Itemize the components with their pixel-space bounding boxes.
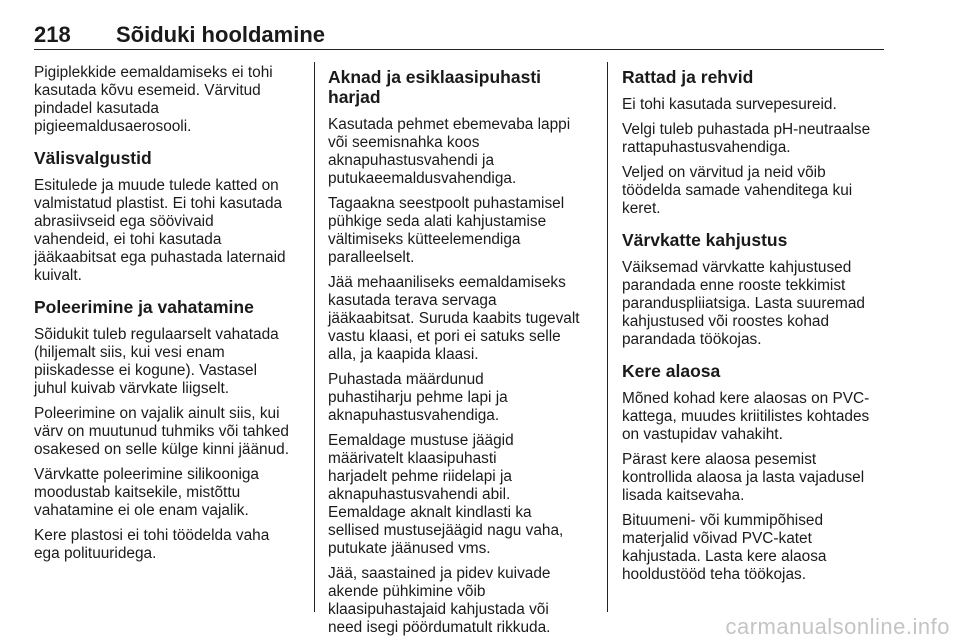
watermark: carmanualsonline.info [725, 614, 950, 639]
text-line: Ei tohi kasutada survepesureid. [622, 96, 837, 113]
paragraph [622, 164, 890, 218]
text-line: putukaeemaldusvahendiga. [328, 170, 517, 187]
text-line: Pärast kere alaosa pesemist [622, 451, 817, 468]
text-line: kasutada kõvu esemeid. Värvitud [34, 82, 261, 99]
text-line: piiskadesse ei kogune). Vastasel [34, 362, 258, 379]
text-line: või seemisnahka koos [328, 134, 480, 151]
page-title: Sõiduki hooldamine [116, 22, 326, 47]
column-divider-2 [607, 62, 608, 612]
text-line: putukate jäänused vms. [328, 540, 491, 557]
text-line: värv on muutunud tuhmiks või tahked [34, 423, 289, 440]
text-line: Esitulede ja muude tulede katted on [34, 177, 279, 194]
paragraph [328, 195, 598, 267]
text-line: töödelda samade vahenditega kui [622, 182, 853, 199]
text-line: Velgi tuleb puhastada pH-neutraalse [622, 121, 871, 138]
text-line: Bituumeni- või kummipõhised [622, 512, 824, 529]
paragraph [328, 371, 598, 425]
text-line: aknapuhastusvahendi ja [328, 152, 495, 169]
text-line: moodustab kaitsekile, mistõttu [34, 484, 241, 501]
text-line: akende pühkimine võib [328, 583, 486, 600]
section-heading: Poleerimine ja vahatamine [34, 297, 254, 317]
text-line: paranduspliiatsiga. Lasta suuremad [622, 295, 865, 312]
paragraph [328, 274, 598, 364]
paragraph [328, 565, 598, 637]
text-line: (hiljemalt siis, kui vesi enam [34, 344, 225, 361]
text-line: klaasipuhastajaid kahjustada või [328, 601, 549, 618]
paragraph [34, 527, 302, 563]
section-heading: Välisvalgustid [34, 148, 152, 168]
text-line: Sõidukit tuleb regulaarselt vahatada [34, 326, 279, 343]
column-middle [328, 64, 598, 644]
text-line: lisada kaitsevaha. [622, 487, 745, 504]
section-heading: Rattad ja rehvid [622, 67, 754, 87]
text-line: vastu klaasi, et pori ei satuks selle [328, 328, 561, 345]
page-number: 218 [34, 22, 71, 47]
text-line: Jää, saastained ja pidev kuivade [328, 565, 551, 582]
text-line: need isegi pöördumatult rikkuda. [328, 619, 551, 636]
text-line: määrivatelt klaasipuhasti [328, 450, 497, 467]
text-line: Mõned kohad kere alaosas on PVC- [622, 390, 870, 407]
text-line: Jää mehaaniliseks eemaldamiseks [328, 274, 566, 291]
paragraph [34, 177, 302, 285]
text-line: jääkaabitsat. Suruda kaabits tugevalt [328, 310, 580, 327]
text-line: Kere plastosi ei tohi töödelda vaha [34, 527, 270, 544]
text-line: vältimiseks kütteelemendiga [328, 231, 521, 248]
text-line: keret. [622, 200, 661, 217]
column-left [34, 64, 302, 570]
paragraph [328, 432, 598, 558]
text-line: Poleerimine on vajalik ainult siis, kui [34, 405, 280, 422]
text-line: kontrollida alaosa ja lasta vajadusel [622, 469, 865, 486]
paragraph [34, 326, 302, 398]
paragraph [622, 512, 890, 584]
paragraph [34, 64, 302, 136]
text-line: jääkaabitsat ega puhastada laternaid [34, 249, 286, 266]
text-line: ega polituuridega. [34, 545, 157, 562]
text-line: materjalid võivad PVC-katet [622, 530, 812, 547]
text-line: kahjustused või roostes kohad [622, 313, 830, 330]
text-line: Puhastada määrdunud [328, 371, 484, 388]
text-line: juhul kuivab värvkate liigselt. [34, 380, 230, 397]
text-line: harjadelt pehme riidelapi ja [328, 468, 512, 485]
section-heading: Värvkatte kahjustus [622, 230, 788, 250]
text-line: Eemaldage mustuse jäägid [328, 432, 514, 449]
section-heading: Aknad ja esiklaasipuhasti harjad [328, 67, 542, 107]
text-line: vahendeid, ei tohi kasutada [34, 231, 222, 248]
header-rule [34, 49, 884, 50]
paragraph [328, 116, 598, 188]
text-line: parandada enne rooste tekkimist [622, 277, 846, 294]
section-heading: Kere alaosa [622, 361, 721, 381]
paragraph [622, 259, 890, 349]
text-line: on vastupidav vahakiht. [622, 426, 783, 443]
column-divider-1 [314, 62, 315, 612]
text-line: Eemaldage aknalt kindlasti ka [328, 504, 532, 521]
text-line: valmistatud plastist. Ei tohi kasutada [34, 195, 283, 212]
text-line: abrasiivseid ega söövivaid [34, 213, 214, 230]
paragraph [622, 96, 890, 114]
text-line: rattapuhastusvahendiga. [622, 139, 791, 156]
text-line: aknapuhastusvahendiga. [328, 407, 500, 424]
text-line: alla, ja kaapida klaasi. [328, 346, 479, 363]
text-line: vahatamine ei ole enam vajalik. [34, 502, 249, 519]
text-line: Värvkatte poleerimine silikooniga [34, 466, 259, 483]
text-line: pigieemaldusaerosooli. [34, 118, 192, 135]
text-line: kuivalt. [34, 267, 82, 284]
column-right [622, 64, 890, 591]
text-line: Veljed on värvitud ja neid võib [622, 164, 826, 181]
text-line: hooldustööd teha töökojas. [622, 566, 806, 583]
paragraph [622, 121, 890, 157]
text-line: osakesed on selle külge kinni jäänud. [34, 441, 289, 458]
paragraph [622, 390, 890, 444]
text-line: puhastiharju pehme lapi ja [328, 389, 508, 406]
text-line: aknapuhastusvahendi abil. [328, 486, 511, 503]
text-line: kattega, muudes kriitilistes kohtades [622, 408, 870, 425]
text-line: Pigiplekkide eemaldamiseks ei tohi [34, 64, 273, 81]
text-line: Väiksemad värvkatte kahjustused [622, 259, 852, 276]
text-line: pindadel kasutada [34, 100, 159, 117]
paragraph [622, 451, 890, 505]
text-line: kasutada terava servaga [328, 292, 497, 309]
text-line: sellised mustusejäägid nagu vaha, [328, 522, 564, 539]
text-line: Tagaakna seestpoolt puhastamisel [328, 195, 565, 212]
paragraph [34, 466, 302, 520]
text-line: paralleelselt. [328, 249, 415, 266]
text-line: parandada töökojas. [622, 331, 762, 348]
text-line: Kasutada pehmet ebemevaba lappi [328, 116, 571, 133]
text-line: kahjustada. Lasta kere alaosa [622, 548, 827, 565]
text-line: pühkige seda alati kahjustamise [328, 213, 547, 230]
paragraph [34, 405, 302, 459]
page-header [34, 22, 884, 50]
